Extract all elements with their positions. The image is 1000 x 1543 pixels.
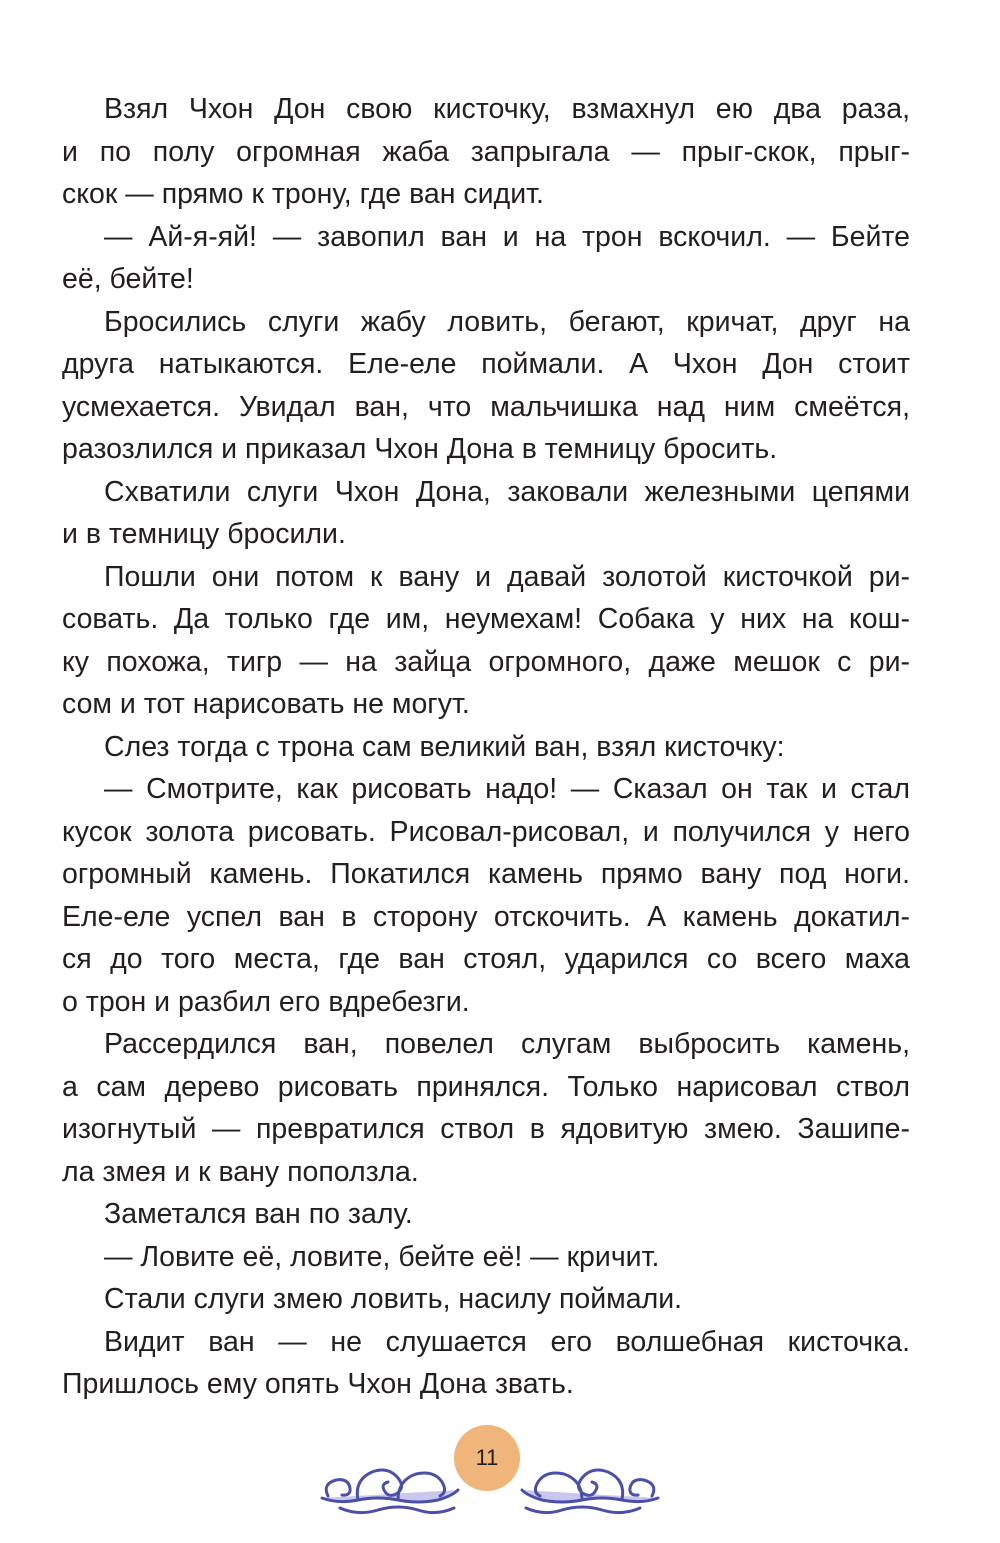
text-line: и в темницу бросили. xyxy=(62,518,346,550)
text-line: — Ловите её, ловите, бейте её! — кричит. xyxy=(104,1240,660,1273)
text-line: её, бейте! xyxy=(62,263,194,295)
paragraph xyxy=(62,1236,910,1279)
text-line: разозлился и приказал Чхон Дона в темницу бросить. xyxy=(62,433,778,465)
text-line: ла змея и к вану поползла. xyxy=(62,1155,419,1188)
text-line: кусок золота рисовать. Рисовал-рисовал, и получился у него xyxy=(62,815,910,848)
text-line: о трон и разбил его вдребезги. xyxy=(62,985,470,1018)
text-line: изогнутый — превратился ствол в ядовитую змею. Зашипе- xyxy=(62,1113,910,1145)
paragraph xyxy=(62,768,910,1023)
text-line: друга натыкаются. Еле-еле поймали. А Чхон Дон стоит xyxy=(62,348,910,380)
paragraph xyxy=(62,88,910,216)
text-line: ку похожа, тигр — на зайца огромного, даже мешок с ри- xyxy=(62,645,910,678)
text-line: Слез тогда с трона сам великий ван, взял кисточку: xyxy=(104,730,785,763)
text-line: Рассердился ван, повелел слугам выбросить камень, xyxy=(104,1028,910,1060)
text-line: — Ай-я-яй! — завопил ван и на трон вскочил. — Бейте xyxy=(104,220,910,253)
text-line: а сам дерево рисовать принялся. Только нарисовал ствол xyxy=(62,1070,910,1103)
text-line: усмехается. Увидал ван, что мальчишка над ним смеётся, xyxy=(62,390,910,423)
text-line: Еле-еле успел ван в сторону отскочить. А камень докатил- xyxy=(62,900,910,933)
text-line: Стали слуги змею ловить, насилу поймали. xyxy=(104,1283,683,1315)
paragraph xyxy=(62,1321,910,1406)
cloud-ornament-right-icon xyxy=(520,1450,662,1522)
text-line: сом и тот нарисовать не могут. xyxy=(62,688,470,720)
text-line: Видит ван — не слушается его волшебная кисточка. xyxy=(104,1325,910,1358)
text-line: ся до того места, где ван стоял, ударился со всего маха xyxy=(62,943,910,975)
text-line: и по полу огромная жаба запрыгала — прыг-скок, прыг- xyxy=(62,135,910,168)
text-line: скок — прямо к трону, где ван сидит. xyxy=(62,178,544,210)
text-line: Пошли они потом к вану и давай золотой кисточкой ри- xyxy=(104,560,910,593)
paragraph xyxy=(62,1193,910,1236)
text-line: Бросились слуги жабу ловить, бегают, кричат, друг на xyxy=(104,305,910,338)
text-line: огромный камень. Покатился камень прямо вану под ноги. xyxy=(62,858,910,890)
paragraph xyxy=(62,301,910,471)
page-number-badge: 11 xyxy=(454,1425,520,1491)
story-text xyxy=(62,88,910,1406)
paragraph xyxy=(62,726,910,769)
paragraph xyxy=(62,216,910,301)
text-line: Схватили слуги Чхон Дона, заковали железными цепями xyxy=(104,475,910,508)
paragraph xyxy=(62,1278,910,1321)
paragraph xyxy=(62,1023,910,1193)
paragraph xyxy=(62,556,910,726)
text-line: Пришлось ему опять Чхон Дона звать. xyxy=(62,1368,574,1400)
text-line: Взял Чхон Дон свою кисточку, взмахнул ею два раза, xyxy=(104,93,910,125)
paragraph xyxy=(62,471,910,556)
text-line: Заметался ван по залу. xyxy=(104,1198,413,1230)
text-line: — Смотрите, как рисовать надо! — Сказал он так и стал xyxy=(104,773,910,805)
cloud-ornament-left-icon xyxy=(318,1450,460,1522)
text-line: совать. Да только где им, неумехам! Собака у них на кош- xyxy=(62,603,910,635)
